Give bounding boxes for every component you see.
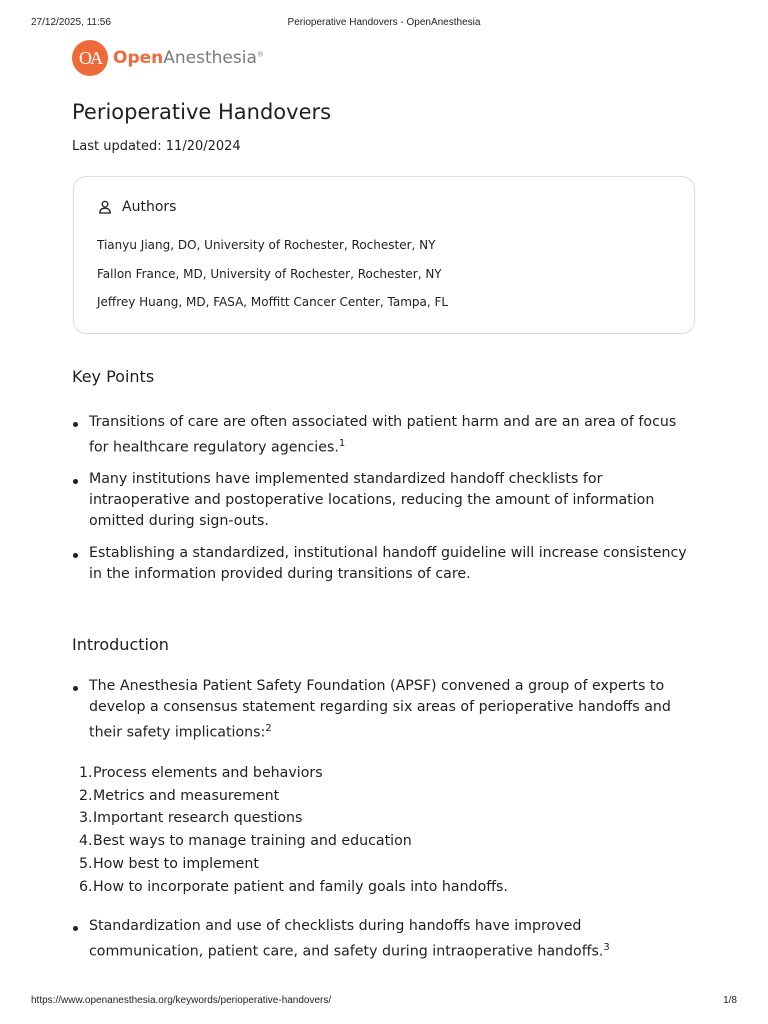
numbered-item: 6.How to incorporate patient and family goals into handoffs.	[79, 879, 508, 895]
bullet-icon	[73, 422, 78, 427]
intro-bullet-text: Standardization and use of checklists during handoffs have improved communication, patient care, and safety during intraoperative handoffs.	[89, 918, 604, 960]
key-point-item	[73, 543, 691, 587]
numbered-item-text: Best ways to manage training and education	[93, 833, 412, 849]
logo-registered-mark: ®	[256, 50, 264, 59]
bullet-icon	[73, 686, 78, 691]
numbered-item-text: How best to implement	[93, 856, 259, 872]
numbered-item: 1.Process elements and behaviors	[79, 765, 323, 781]
key-point-text: Many institutions have implemented standardized handoff checklists for intraoperative and postoperative locations, reducing the amount of information omitted during sign-outs.	[89, 471, 655, 529]
author-item: Tianyu Jiang, DO, University of Rochester, Rochester, NY	[97, 238, 436, 252]
print-page-title: Perioperative Handovers - OpenAnesthesia	[287, 17, 481, 28]
numbered-item-text: Important research questions	[93, 810, 303, 826]
numbered-item-text: Metrics and measurement	[93, 788, 280, 804]
print-datetime: 27/12/2025, 11:56	[31, 17, 111, 28]
author-item: Jeffrey Huang, MD, FASA, Moffitt Cancer Center, Tampa, FL	[97, 295, 449, 309]
oa-logo-icon: OA	[72, 40, 108, 76]
key-point-text: Establishing a standardized, institutional handoff guideline will increase consistency in the information provided during transitions of care.	[89, 545, 687, 582]
numbered-item: 2.Metrics and measurement	[79, 788, 280, 804]
author-item: Fallon France, MD, University of Rochester, Rochester, NY	[97, 267, 442, 281]
key-point-text: Transitions of care are often associated with patient harm and are an area of focus for healthcare regulatory agencies.	[89, 414, 677, 456]
intro-bullet-text: The Anesthesia Patient Safety Foundation (APSF) convened a group of experts to develop a consensus statement regarding six areas of perioperative handoffs and their safety implications:	[89, 678, 671, 741]
logo-wordmark	[113, 48, 264, 68]
key-points-heading: Key Points	[72, 367, 155, 386]
print-header	[0, 17, 768, 31]
last-updated: Last updated: 11/20/2024	[72, 139, 241, 154]
numbered-item: 5.How best to implement	[79, 856, 259, 872]
page-number: 1/8	[723, 995, 737, 1006]
numbered-item: 4.Best ways to manage training and education	[79, 833, 412, 849]
print-footer	[0, 995, 768, 1009]
numbered-item-text: Process elements and behaviors	[93, 765, 323, 781]
authors-card	[73, 176, 695, 334]
authors-heading	[98, 199, 176, 215]
introduction-heading: Introduction	[72, 635, 169, 654]
reference-1[interactable]: 1	[338, 438, 346, 449]
key-point-item	[73, 469, 691, 535]
user-icon	[98, 200, 112, 214]
numbered-item: 3.Important research questions	[79, 810, 303, 826]
reference-2[interactable]: 2	[265, 723, 272, 734]
reference-3[interactable]: 3	[603, 942, 610, 953]
bullet-icon	[73, 479, 78, 484]
page-title: Perioperative Handovers	[72, 100, 332, 124]
authors-label: Authors	[122, 199, 177, 215]
openanesthesia-logo[interactable]	[72, 40, 264, 76]
bullet-icon	[73, 926, 78, 931]
logo-anesthesia-text: Anesthesia	[163, 48, 257, 68]
numbered-item-text: How to incorporate patient and family goals into handoffs.	[93, 879, 508, 895]
key-point-item	[73, 412, 691, 462]
page-url: https://www.openanesthesia.org/keywords/perioperative-handovers/	[31, 995, 332, 1006]
bullet-icon	[73, 553, 78, 558]
logo-open-text: Open	[113, 48, 164, 68]
intro-bullet-item	[73, 916, 691, 964]
intro-bullet-item	[73, 676, 691, 744]
